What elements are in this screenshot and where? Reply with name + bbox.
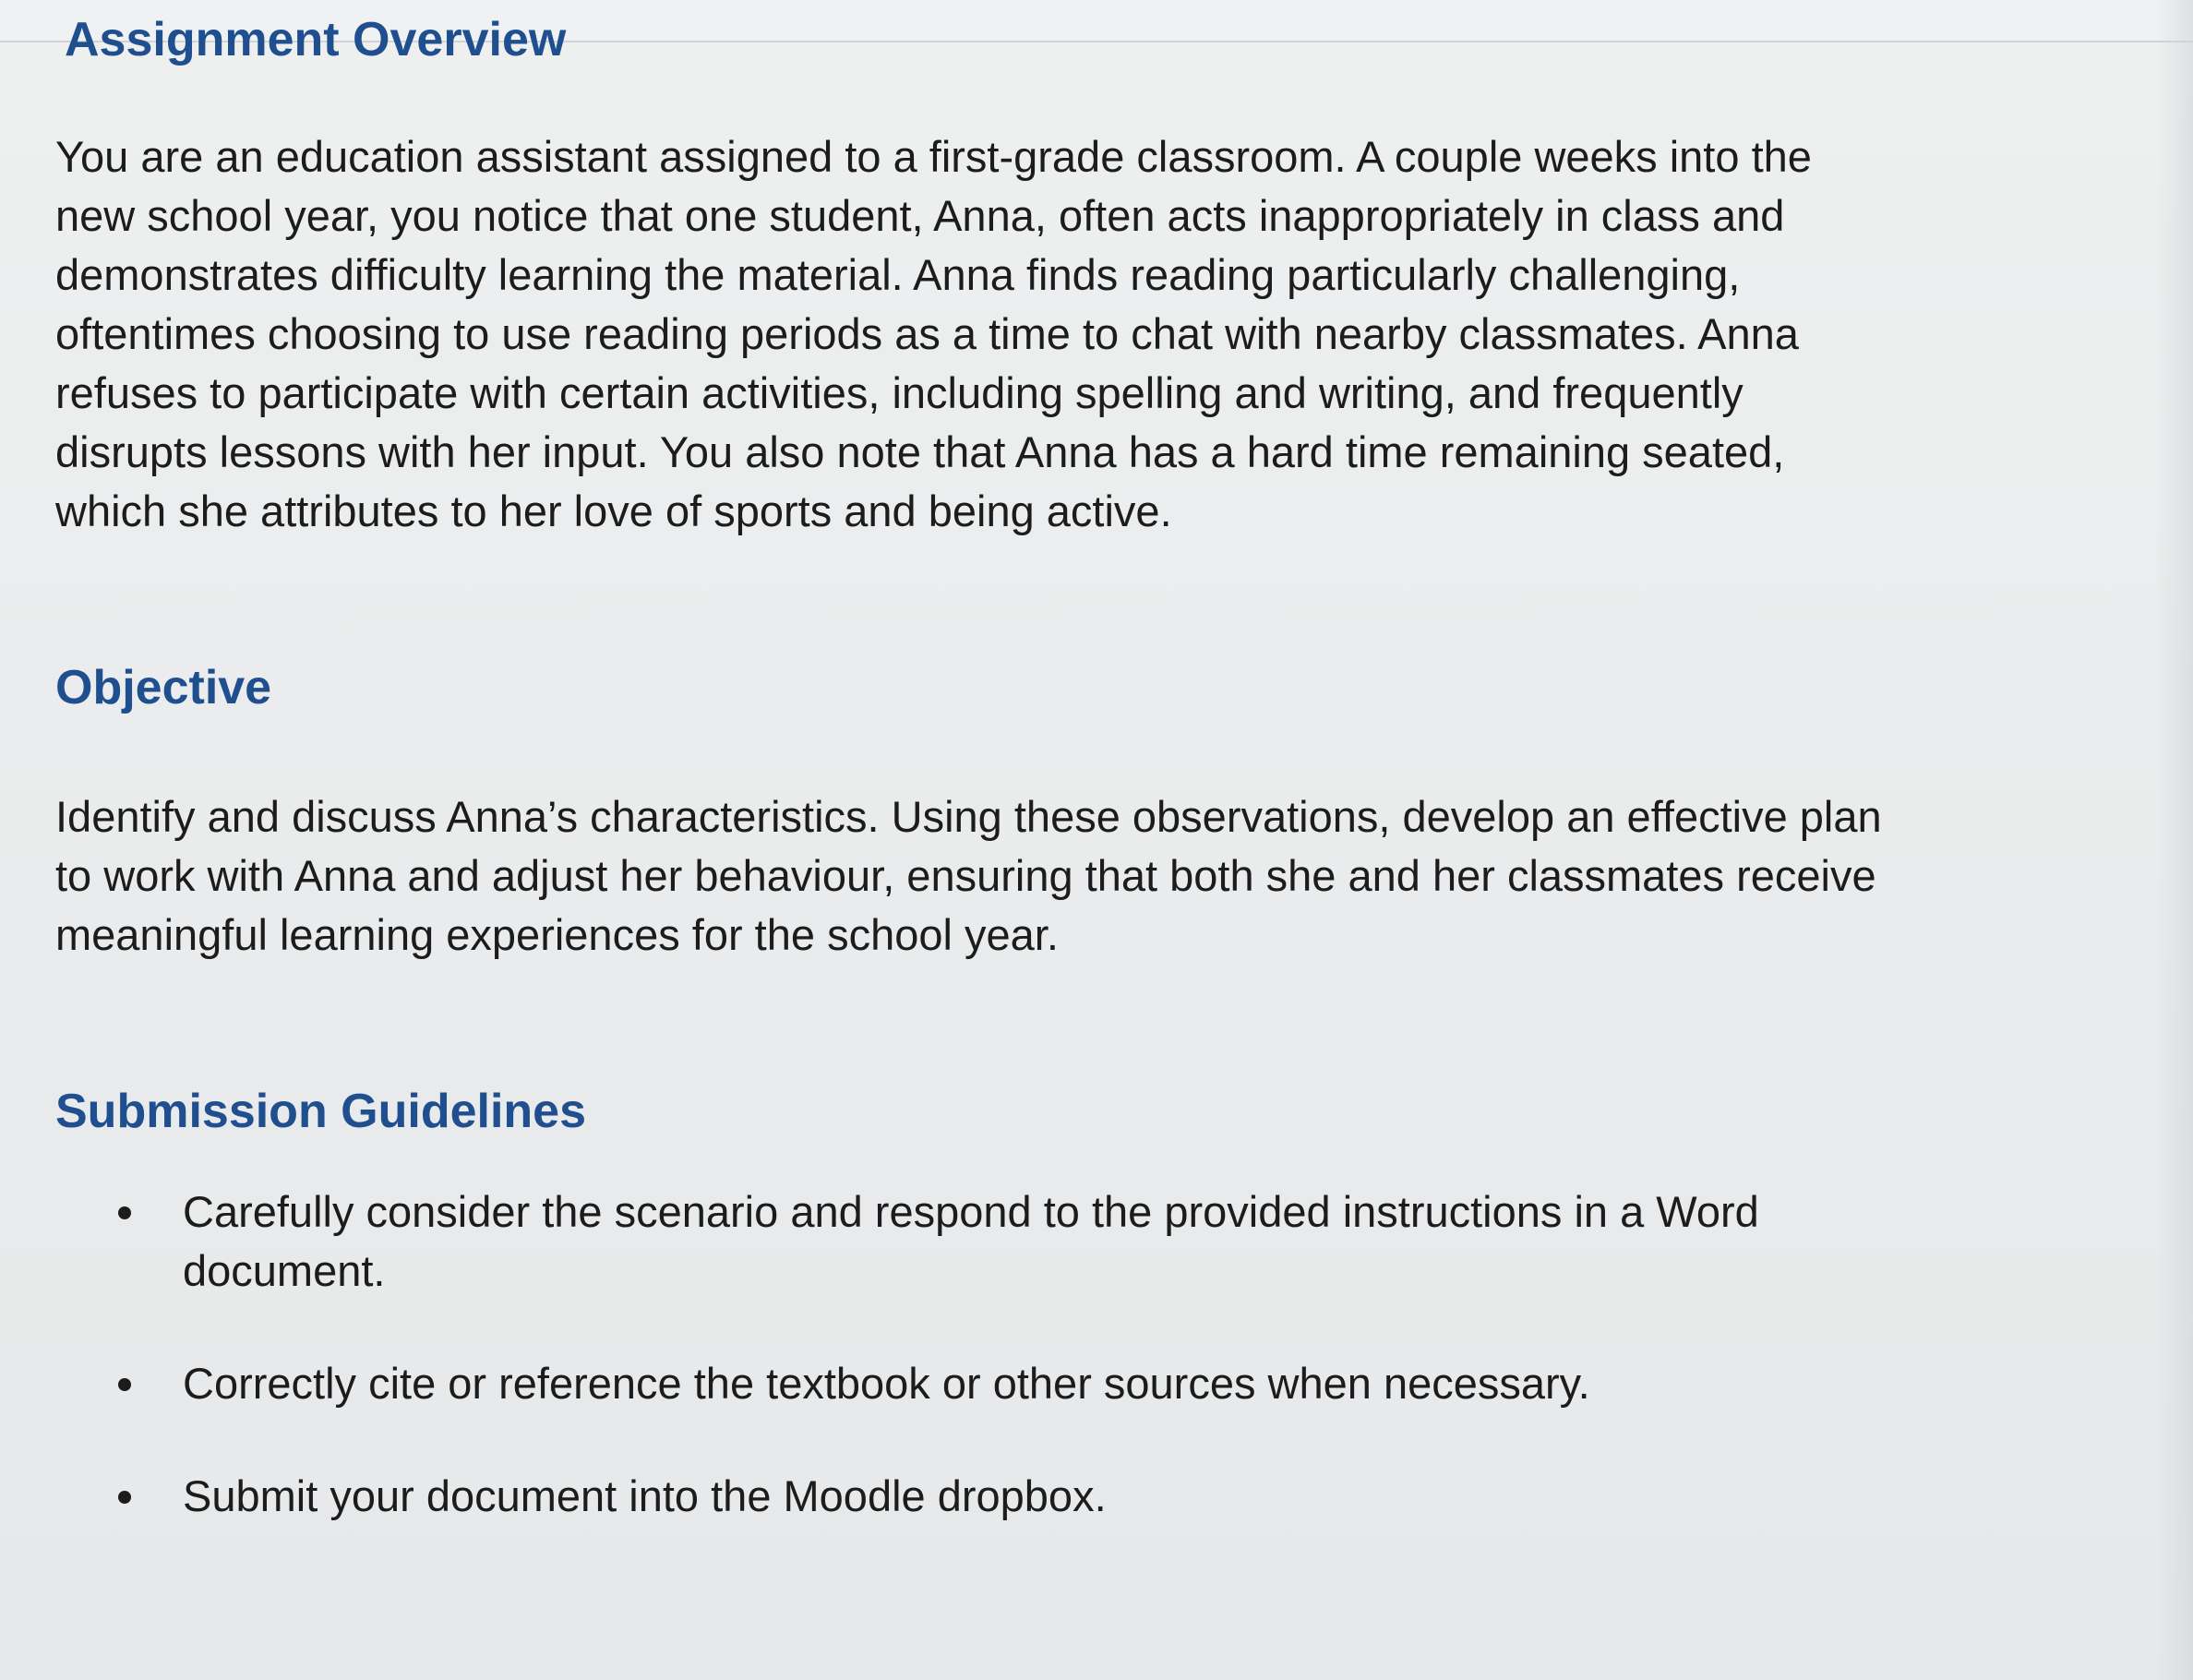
guideline-text: Submit your document into the Moodle dropbox. — [183, 1471, 1107, 1521]
guideline-text: Carefully consider the scenario and respond to the provided instructions in a Word document. — [183, 1187, 1759, 1296]
assignment-overview-heading: Assignment Overview — [65, 13, 567, 66]
guideline-item — [55, 1182, 1807, 1301]
submission-guidelines-list — [55, 1182, 1901, 1526]
objective-text: Identify and discuss Anna’s characteristics. Using these observations, develop an effective plan to work with Anna and adjust her behaviour, ensuring that both she and her classmates receive meaningful learning experiences for the school year. — [55, 791, 1882, 959]
guideline-item — [55, 1354, 1807, 1413]
guideline-text: Correctly cite or reference the textbook or other sources when necessary. — [183, 1359, 1590, 1409]
bullet-icon — [118, 1378, 131, 1391]
objective-heading: Objective — [55, 661, 272, 715]
assignment-overview-text: You are an education assistant assigned to a first-grade classroom. A couple weeks into the new school year, you notice that one student, Anna, often acts inappropriately in class and demonstrates difficulty learning the material. Anna finds reading particularly challenging, oftentimes choosing to use reading periods as a time to chat with nearby classmates. Anna refuses to participate with certain activities, including spelling and writing, and frequently disrupts lessons with her input. You also note that Anna has a hard time remaining seated, which she attributes to her love of sports and being active. — [55, 132, 1812, 536]
assignment-content — [55, 11, 1901, 1579]
submission-guidelines-heading: Submission Guidelines — [55, 1084, 586, 1138]
guideline-item — [55, 1467, 1807, 1526]
bullet-icon — [118, 1206, 131, 1219]
bullet-icon — [118, 1491, 131, 1504]
screen-edge-shadow — [2156, 0, 2193, 1680]
